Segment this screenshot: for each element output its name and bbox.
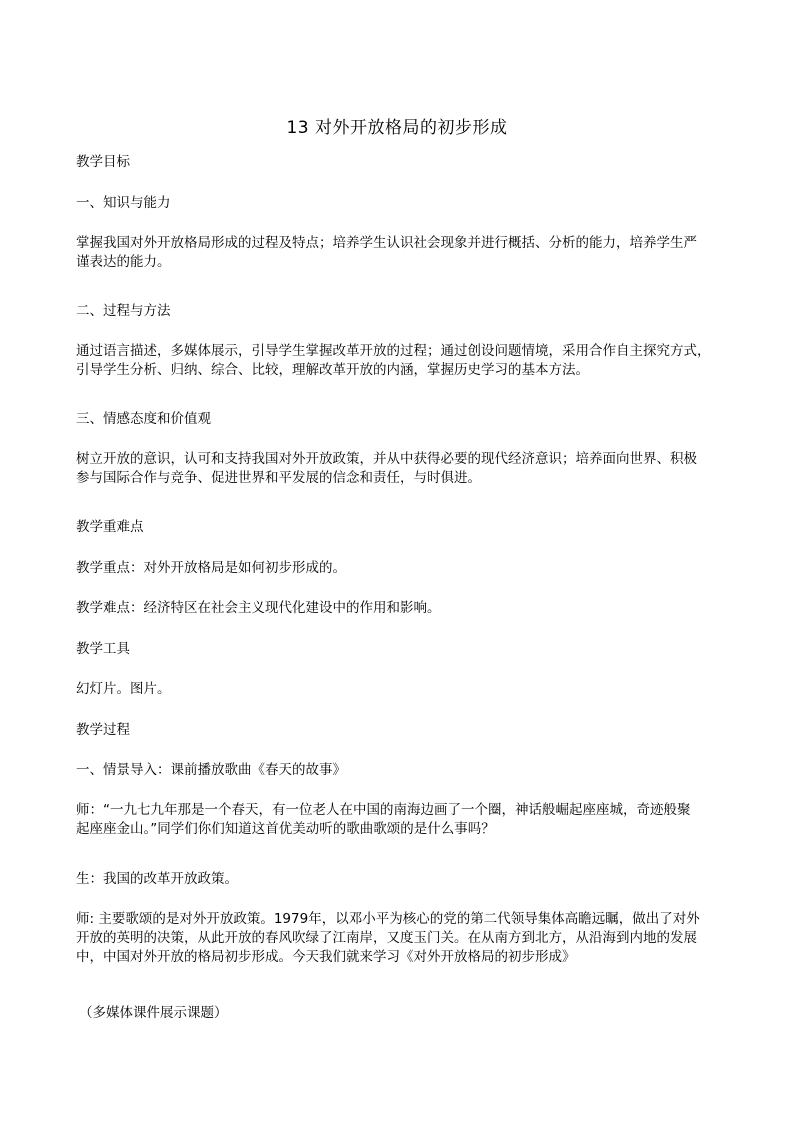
paragraph-line: 师：“一九七九年那是一个春天，有一位老人在中国的南海边画了一个圈，神话般崛起座座城，奇迹般聚 <box>76 802 691 818</box>
paragraph-line: 开放的英明的决策，从此开放的春风吹绿了江南岸，又度玉门关。在从南方到北方，从沿海到内地的发展 <box>76 930 697 946</box>
teaching-tools-list: 幻灯片。图片。 <box>76 681 171 697</box>
heading-process-method: 二、过程与方法 <box>76 303 171 319</box>
paragraph-line: 师: 主要歌颂的是对外开放政策。1979年，以邓小平为核心的党的第二代领导集体高瞻远瞩，做出了对外 <box>76 911 700 927</box>
heading-teaching-tools: 教学工具 <box>76 641 130 657</box>
heading-emotion-values: 三、情感态度和价值观 <box>76 411 211 427</box>
paragraph-line: 通过语言描述，多媒体展示，引导学生掌握改革开放的过程；通过创设问题情境，采用合作自主探究方式， <box>76 343 711 359</box>
paragraph-line: 掌握我国对外开放格局形成的过程及特点；培养学生认识社会现象并进行概括、分析的能力，培养学生严 <box>76 235 697 251</box>
heading-teaching-goals: 教学目标 <box>76 154 130 170</box>
paragraph-line: 起座座金山。”同学们你们知道这首优美动听的歌曲歌颂的是什么事吗？ <box>76 821 495 837</box>
paragraph-emotion-values <box>76 450 726 488</box>
teacher-dialogue-1 <box>76 801 726 839</box>
heading-teaching-process: 教学过程 <box>76 722 130 738</box>
paragraph-knowledge-ability <box>76 234 726 272</box>
paragraph-line: 中，中国对外开放的格局初步形成。今天我们就来学习《对外开放格局的初步形成》 <box>76 949 576 965</box>
heading-key-difficult-points: 教学重难点 <box>76 519 144 535</box>
student-dialogue-1: 生：我国的改革开放政策。 <box>76 871 238 887</box>
teacher-dialogue-2 <box>76 910 726 967</box>
document-title: 13 对外开放格局的初步形成 <box>286 118 508 138</box>
paragraph-line: 树立开放的意识，认可和支持我国对外开放政策，并从中获得必要的现代经济意识；培养面向世界、积极 <box>76 451 697 467</box>
heading-knowledge-ability: 一、知识与能力 <box>76 195 171 211</box>
step-scene-intro: 一、情景导入：课前播放歌曲《春天的故事》 <box>76 762 346 778</box>
multimedia-note: （多媒体课件展示课题） <box>79 1005 228 1021</box>
paragraph-line: 参与国际合作与竞争、促进世界和平发展的信念和责任，与时俱进。 <box>76 470 481 486</box>
paragraph-process-method <box>76 342 726 380</box>
teaching-difficulty: 教学难点：经济特区在社会主义现代化建设中的作用和影响。 <box>76 600 441 616</box>
paragraph-line: 谨表达的能力。 <box>76 254 171 270</box>
paragraph-line: 引导学生分析、归纳、综合、比较，理解改革开放的内涵，掌握历史学习的基本方法。 <box>76 362 589 378</box>
teaching-key-point: 教学重点：对外开放格局是如何初步形成的。 <box>76 560 346 576</box>
